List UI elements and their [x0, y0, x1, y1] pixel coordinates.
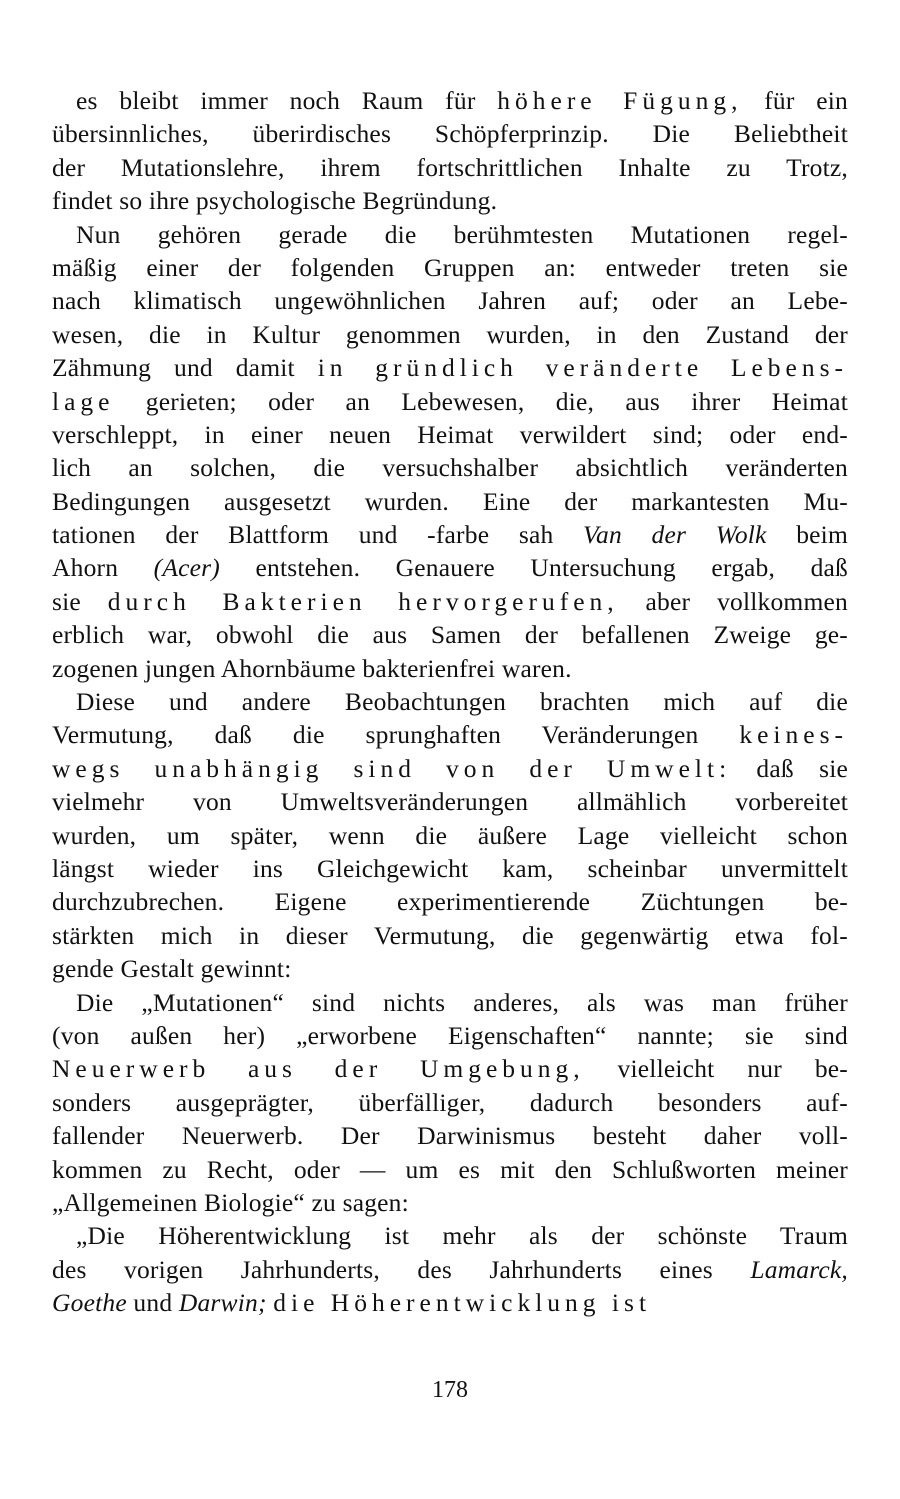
text-line: [52, 785, 848, 818]
paragraph: [52, 84, 848, 218]
text-run: aber vollkommen: [618, 586, 848, 616]
text-run: sie: [52, 586, 108, 616]
text-run: lich an solchen, die versuchshalber absichtlich veränderten: [52, 453, 848, 483]
text-line: [52, 518, 848, 551]
text-line: [52, 351, 848, 384]
text-run: vielmehr von Umweltsveränderungen allmählich vorbereitet: [52, 787, 848, 817]
paragraph: [52, 1219, 848, 1319]
text-run: fallender Neuerwerb. Der Darwinismus besteht daher voll-: [52, 1121, 848, 1151]
text-run: findet so ihre psychologische Begründung.: [52, 186, 498, 216]
text-run: Vermutung, daß die sprunghaften Veränderungen: [52, 720, 740, 750]
text-run: vielleicht nur be-: [584, 1054, 848, 1084]
text-run: übersinnliches, überirdisches Schöpferprinzip. Die Beliebtheit: [52, 119, 848, 149]
spaced-emphasis: keines-: [739, 720, 848, 750]
spaced-emphasis: wegs unabhängig sind von der Umwelt:: [52, 753, 732, 783]
text-run: Bedingungen ausgesetzt wurden. Eine der markantesten Mu-: [52, 486, 848, 516]
text-run: Zähmung und damit: [52, 353, 318, 383]
text-line: [52, 585, 848, 618]
text-run: Diese und andere Beobachtungen brachten mich auf die: [76, 687, 848, 717]
text-run: gerieten; oder an Lebewesen, die, aus ihrer Heimat: [114, 386, 848, 416]
text-line: [52, 251, 848, 284]
text-line: [52, 451, 848, 484]
text-run: entstehen. Genauere Untersuchung ergab, daß: [219, 553, 848, 583]
text-line: [52, 318, 848, 351]
text-line: [52, 418, 848, 451]
text-line: [52, 151, 848, 184]
text-line: [52, 1086, 848, 1119]
spaced-emphasis: höhere Fügung,: [497, 86, 743, 115]
paragraph: [52, 685, 848, 986]
text-line: [52, 852, 848, 885]
text-line: [52, 117, 848, 150]
text-run: für ein: [742, 86, 848, 115]
text-line: [52, 1219, 848, 1252]
text-line: [52, 1119, 848, 1152]
text-line: [52, 1019, 848, 1052]
text-run: verschleppt, in einer neuen Heimat verwildert sind; oder end-: [52, 419, 848, 449]
text-line: [52, 184, 848, 217]
text-run: beim: [766, 520, 848, 550]
text-run: es bleibt immer noch Raum für: [76, 86, 498, 115]
text-run: der Mutationslehre, ihrem fortschrittlichen Inhalte zu Trotz,: [52, 152, 848, 182]
text-run: gende Gestalt gewinnt:: [52, 954, 292, 984]
text-line: [52, 485, 848, 518]
text-run: „Allgemeinen Biologie“ zu sagen:: [52, 1187, 409, 1217]
paragraph: [52, 986, 848, 1220]
page-number: 178: [432, 1377, 468, 1403]
text-line: [52, 1186, 848, 1219]
paragraph: [52, 218, 848, 685]
text-run: Die „Mutationen“ sind nichts anderes, als was man früher: [76, 987, 848, 1017]
text-run: Nun gehören gerade die berühmtesten Mutationen regel-: [76, 219, 848, 249]
text-line: [52, 752, 848, 785]
italic-name: Van der Wolk: [583, 520, 767, 550]
text-line: [52, 618, 848, 651]
text-line: [52, 819, 848, 852]
text-line: [52, 986, 848, 1019]
text-run: „Die Höherentwicklung ist mehr als der schönste Traum: [76, 1221, 848, 1251]
italic-name: Goethe: [52, 1288, 127, 1318]
text-run: längst wieder ins Gleichgewicht kam, scheinbar unvermittelt: [52, 853, 848, 883]
spaced-emphasis: durch Bakterien hervorgerufen,: [107, 586, 619, 616]
book-page: [52, 0, 848, 1499]
text-run: durchzubrechen. Eigene experimentierende Züchtungen be-: [52, 887, 848, 917]
text-line: [52, 718, 848, 751]
text-line: [52, 685, 848, 718]
text-run: zogenen jungen Ahornbäume bakterienfrei waren.: [52, 653, 572, 683]
text-run: und: [126, 1288, 179, 1318]
text-line: [52, 1286, 848, 1319]
text-line: [52, 284, 848, 317]
text-line: [52, 84, 848, 117]
italic-name: (Acer): [153, 553, 220, 583]
text-run: erblich war, obwohl die aus Samen der befallenen Zweige ge-: [52, 620, 848, 650]
italic-name: Darwin;: [178, 1288, 267, 1318]
text-run: tationen der Blattform und -farbe sah: [52, 520, 584, 550]
text-line: [52, 1052, 848, 1085]
text-run: nach klimatisch ungewöhnlichen Jahren auf; oder an Lebe-: [52, 286, 848, 316]
text-run: sonders ausgeprägter, überfälliger, dadurch besonders auf-: [52, 1087, 848, 1117]
italic-name: Lamarck,: [750, 1254, 848, 1284]
text-line: [52, 885, 848, 918]
text-run: wurden, um später, wenn die äußere Lage vielleicht schon: [52, 820, 848, 850]
text-run: kommen zu Recht, oder — um es mit den Schlußworten meiner: [52, 1154, 848, 1184]
text-line: [52, 218, 848, 251]
text-line: [52, 551, 848, 584]
text-run: mäßig einer der folgenden Gruppen an: entweder treten sie: [52, 252, 848, 282]
text-line: [52, 1253, 848, 1286]
text-line: [52, 385, 848, 418]
text-run: stärkten mich in dieser Vermutung, die gegenwärtig etwa fol-: [52, 920, 848, 950]
text-run: wesen, die in Kultur genommen wurden, in den Zustand der: [52, 319, 848, 349]
text-line: [52, 652, 848, 685]
text-run: daß sie: [731, 753, 848, 783]
text-run: des vorigen Jahrhunderts, des Jahrhunderts eines: [52, 1254, 751, 1284]
body-text: [52, 84, 848, 1319]
spaced-emphasis: lage: [52, 386, 115, 416]
text-run: Ahorn: [52, 553, 154, 583]
spaced-emphasis: in gründlich veränderte Lebens-: [317, 353, 848, 383]
text-run: (von außen her) „erworbene Eigenschaften“ nannte; sie sind: [52, 1020, 848, 1050]
text-line: [52, 952, 848, 985]
text-line: [52, 919, 848, 952]
spaced-emphasis: die Höherentwicklung ist: [273, 1288, 652, 1318]
text-line: [52, 1153, 848, 1186]
spaced-emphasis: Neuerwerb aus der Umgebung,: [52, 1054, 585, 1084]
